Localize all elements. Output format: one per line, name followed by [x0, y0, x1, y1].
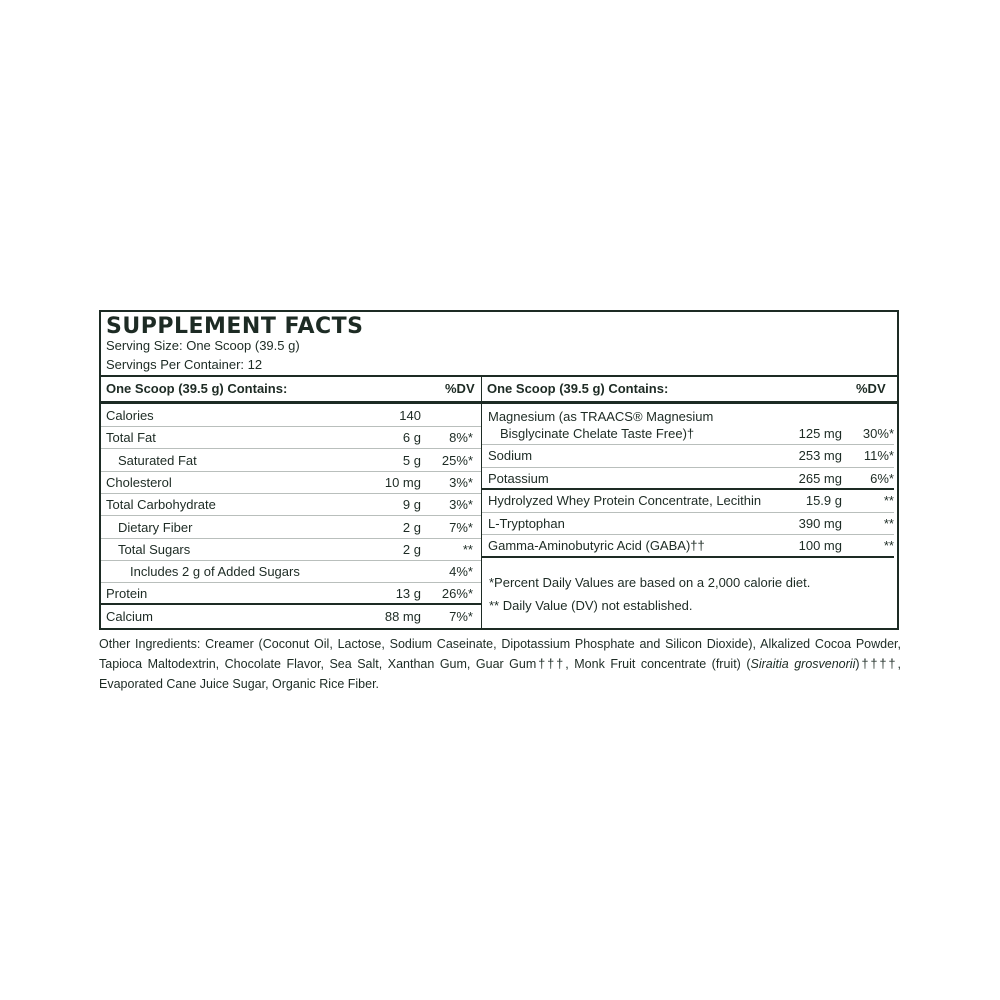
- nutrient-name: Saturated Fat: [118, 452, 197, 468]
- nutrient-name: L-Tryptophan: [488, 515, 565, 531]
- nutrient-amount: 100 mg: [798, 538, 842, 553]
- nutrient-dv: 3%*: [449, 497, 473, 513]
- nutrient-name: Includes 2 g of Added Sugars: [130, 564, 300, 580]
- nutrient-name: Protein: [106, 586, 148, 602]
- left-table-row: [101, 606, 481, 628]
- nutrient-name: Total Fat: [106, 430, 156, 446]
- other-ingredients-text-end: )††††, Evaporated Cane Juice Sugar, Organic Rice Fiber.: [99, 657, 901, 691]
- left-header-rule: [101, 401, 481, 404]
- supplement-facts-panel: [99, 310, 899, 630]
- nutrient-amount: 88 mg: [384, 608, 421, 624]
- footnote-percent-dv: *Percent Daily Values are based on a 2,000 calorie diet.: [489, 575, 811, 590]
- right-header-rule: [482, 401, 899, 404]
- nutrient-dv: 3%*: [449, 474, 473, 490]
- left-table-row: [101, 561, 481, 583]
- left-table-row: [101, 472, 481, 494]
- nutrient-amount: 390 mg: [798, 515, 842, 531]
- nutrient-dv: **: [883, 493, 894, 508]
- other-ingredients: [99, 634, 901, 694]
- panel-title: SUPPLEMENT FACTS: [106, 314, 364, 339]
- nutrient-name: Total Sugars: [118, 541, 191, 557]
- right-table-row: [482, 468, 894, 491]
- nutrient-dv: 6%*: [870, 470, 894, 486]
- nutrient-dv: 30%*: [862, 426, 894, 441]
- nutrient-dv: 25%*: [441, 452, 473, 468]
- right-table-row: [482, 513, 894, 536]
- nutrient-dv: 26%*: [441, 586, 473, 602]
- nutrient-name: Sodium: [488, 448, 533, 463]
- nutrient-amount: 13 g: [395, 586, 421, 602]
- right-table-row: [482, 490, 894, 513]
- nutrient-name: Magnesium (as TRAACS® Magnesium: [488, 409, 714, 424]
- nutrient-amount: 2 g: [402, 519, 421, 535]
- nutrient-dv: **: [462, 541, 473, 557]
- right-header: One Scoop (39.5 g) Contains:: [487, 381, 669, 396]
- left-table-row: [101, 494, 481, 516]
- nutrient-name: Gamma-Aminobutyric Acid (GABA)††: [488, 538, 705, 553]
- right-table-row: [482, 535, 894, 558]
- footnote-dv-not-established: ** Daily Value (DV) not established.: [489, 598, 693, 613]
- nutrient-dv: **: [883, 538, 894, 553]
- nutrient-amount: 2 g: [402, 541, 421, 557]
- nutrient-dv: 7%*: [449, 608, 473, 624]
- nutrient-amount: 15.9 g: [805, 493, 842, 508]
- right-table-row: [482, 445, 894, 468]
- left-table-row: [101, 427, 481, 449]
- left-table-row: [101, 539, 481, 561]
- left-table-row: [101, 405, 481, 427]
- left-table-row: [101, 517, 481, 539]
- servings-per-container: Servings Per Container: 12: [106, 357, 263, 372]
- nutrient-amount: 253 mg: [798, 448, 842, 463]
- nutrient-amount: 265 mg: [798, 470, 842, 486]
- nutrient-name: Dietary Fiber: [118, 519, 193, 535]
- nutrient-dv: 4%*: [449, 564, 473, 580]
- nutrient-name: Total Carbohydrate: [106, 497, 216, 513]
- right-dv-header: %DV: [856, 381, 886, 396]
- nutrient-amount: 140: [399, 408, 421, 423]
- nutrient-amount: 6 g: [402, 430, 421, 446]
- nutrient-dv: **: [883, 515, 894, 531]
- other-ingredients-italic: Siraitia grosvenorii: [750, 657, 856, 671]
- nutrient-amount: 125 mg: [798, 426, 842, 441]
- nutrient-name: Calories: [106, 408, 154, 423]
- nutrient-dv: 7%*: [449, 519, 473, 535]
- nutrient-name-line2: Bisglycinate Chelate Taste Free)†: [500, 426, 695, 441]
- nutrient-amount: 9 g: [402, 497, 421, 513]
- left-table-row: [101, 583, 481, 605]
- nutrient-name: Hydrolyzed Whey Protein Concentrate, Lecithin: [488, 493, 762, 508]
- right-table-row: [482, 405, 894, 445]
- nutrient-dv: 8%*: [449, 430, 473, 446]
- nutrient-amount: 5 g: [402, 452, 421, 468]
- left-table-row: [101, 450, 481, 472]
- nutrient-dv: 11%*: [863, 448, 894, 463]
- left-dv-header: %DV: [445, 381, 475, 396]
- left-header: One Scoop (39.5 g) Contains:: [106, 381, 288, 396]
- other-ingredients-text: Other Ingredients: Creamer (Coconut Oil, Lactose, Sodium Caseinate, Dipotassium Phosphate and Silicon Dioxide), Alkalized Cocoa Powder, Tapioca Maltodextrin, Chocolate Flavor, Sea Salt, Xanthan Gum, Guar Gum†††, Monk Fruit concentrate (fruit) (: [99, 637, 901, 671]
- nutrient-name: Potassium: [488, 470, 549, 486]
- header-top-rule: [101, 375, 897, 377]
- nutrient-name: Calcium: [106, 608, 153, 624]
- nutrient-name: Cholesterol: [106, 474, 172, 490]
- serving-size: Serving Size: One Scoop (39.5 g): [106, 338, 300, 353]
- nutrient-amount: 10 mg: [384, 474, 421, 490]
